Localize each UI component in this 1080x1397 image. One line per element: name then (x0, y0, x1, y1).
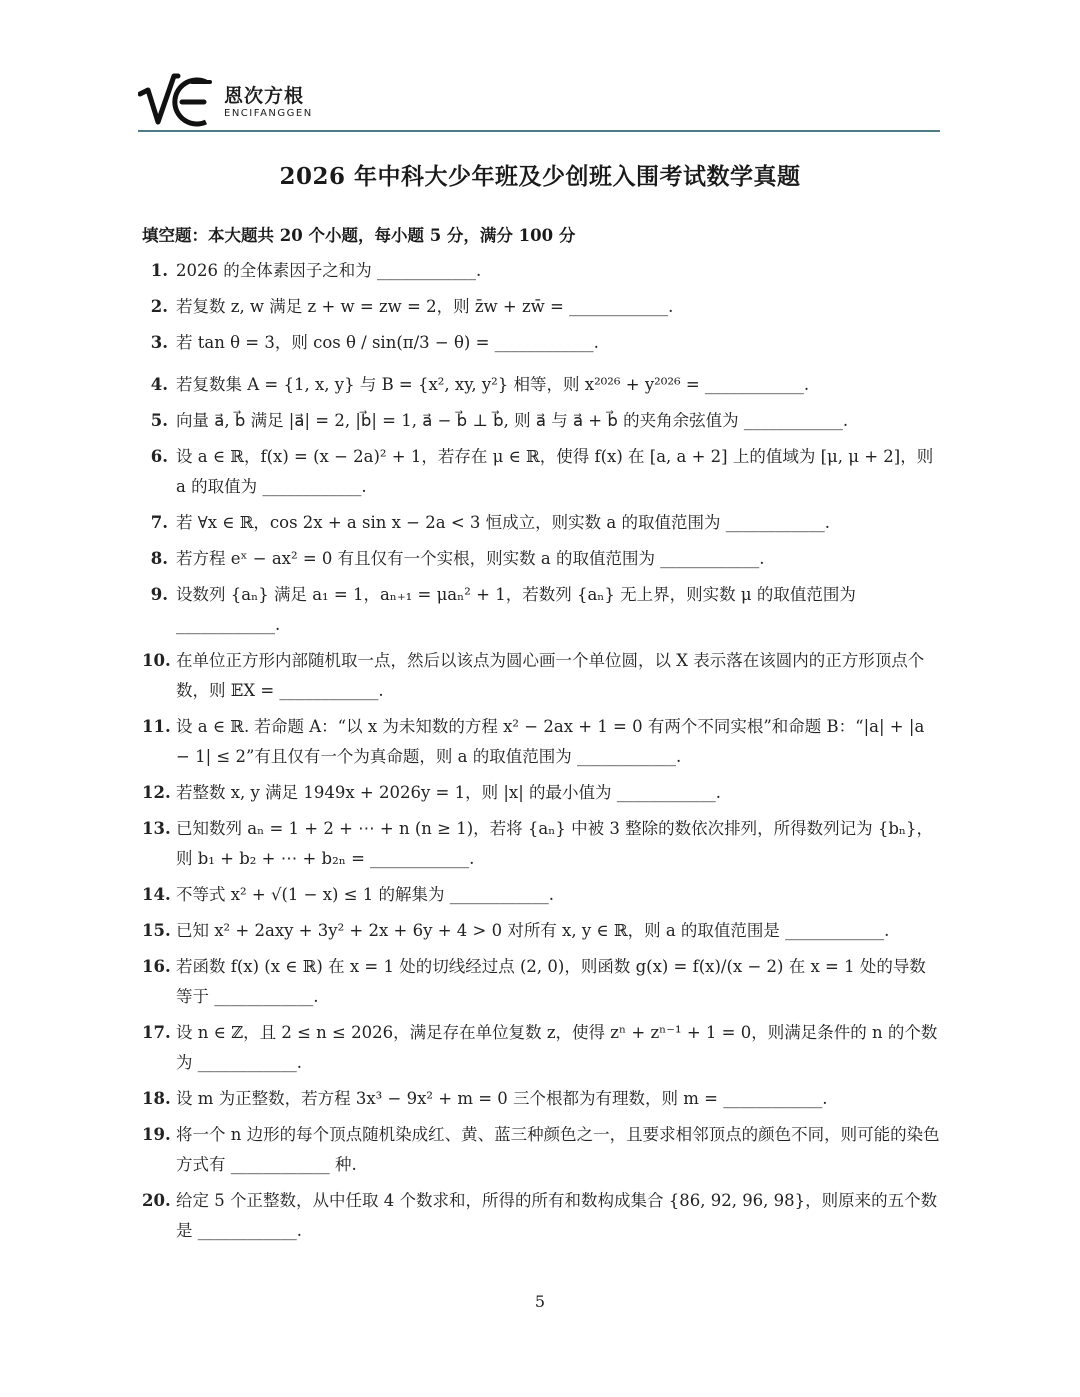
problem-text: 若 tan θ = 3，则 cos θ / sin(π/3 − θ) = ____________. (176, 333, 599, 352)
problem-text: 在单位正方形内部随机取一点，然后以该点为圆心画一个单位圆，以 X 表示落在该圆内的正方形顶点个数，则 𝔼X = ____________. (176, 651, 925, 700)
problem-number: 4. (150, 375, 168, 394)
problem-item (142, 442, 942, 502)
problem-number: 6. (150, 447, 168, 466)
problem-item (142, 1186, 942, 1246)
problem-item (142, 370, 942, 400)
logo-chinese-name: 恩次方根 (224, 84, 305, 107)
problem-number: 14. (142, 885, 171, 904)
problem-text: 已知数列 aₙ = 1 + 2 + ⋯ + n (n ≥ 1)，若将 {aₙ} 中被 3 整除的数依次排列，所得数列记为 {bₙ}，则 b₁ + b₂ + ⋯ + b₂ₙ = ____________. (176, 819, 934, 868)
page-title: 2026 年中科大少年班及少创班入围考试数学真题 (279, 163, 801, 190)
problem-number: 10. (142, 651, 171, 670)
problem-text: 2026 的全体素因子之和为 ____________. (176, 261, 482, 280)
problem-number: 1. (150, 261, 168, 280)
problem-text: 设 m 为正整数，若方程 3x³ − 9x² + m = 0 三个根都为有理数，则 m = ____________. (176, 1089, 828, 1108)
root-symbol-icon (138, 70, 218, 134)
problem-number: 16. (142, 957, 171, 976)
problem-item (142, 1120, 942, 1180)
problem-text: 若方程 eˣ − ax² = 0 有且仅有一个实根，则实数 a 的取值范围为 ____________. (176, 549, 765, 568)
problem-item (142, 508, 942, 538)
problem-item (142, 952, 942, 1012)
problem-text: 若复数 z, w 满足 z + w = zw = 2，则 z̄w + zw̄ = ____________. (176, 297, 674, 316)
problem-list (142, 256, 942, 1252)
problem-item (142, 580, 942, 640)
problem-text: 将一个 n 边形的每个顶点随机染成红、黄、蓝三种颜色之一，且要求相邻顶点的颜色不同，则可能的染色方式有 ____________ 种. (176, 1125, 940, 1174)
problem-number: 17. (142, 1023, 171, 1042)
section-heading: 填空题：本大题共 20 个小题，每小题 5 分，满分 100 分 (142, 226, 576, 245)
problem-text: 向量 a⃗, b⃗ 满足 |a⃗| = 2, |b⃗| = 1, a⃗ − b⃗ ⊥ b⃗, 则 a⃗ 与 a⃗ + b⃗ 的夹角余弦值为 ____________. (176, 411, 849, 430)
brand-logo (138, 70, 313, 134)
problem-item (142, 712, 942, 772)
problem-number: 3. (150, 333, 168, 352)
problem-number: 15. (142, 921, 171, 940)
problem-number: 20. (142, 1191, 171, 1210)
problem-number: 11. (142, 717, 171, 736)
problem-text: 已知 x² + 2axy + 3y² + 2x + 6y + 4 > 0 对所有 x, y ∈ ℝ，则 a 的取值范围是 ____________. (176, 921, 890, 940)
problem-number: 12. (142, 783, 171, 802)
problem-text: 若复数集 A = {1, x, y} 与 B = {x², xy, y²} 相等，则 x²⁰²⁶ + y²⁰²⁶ = ____________. (176, 375, 810, 394)
problem-item (142, 1018, 942, 1078)
header-divider (138, 130, 940, 132)
problem-text: 若整数 x, y 满足 1949x + 2026y = 1，则 |x| 的最小值为 ____________. (176, 783, 721, 802)
problem-item (142, 328, 942, 358)
problem-number: 7. (150, 513, 168, 532)
problem-number: 18. (142, 1089, 171, 1108)
problem-text: 设 a ∈ ℝ，f(x) = (x − 2a)² + 1，若存在 μ ∈ ℝ，使得 f(x) 在 [a, a + 2] 上的值域为 [μ, μ + 2]，则 a 的取值为 ____________. (176, 447, 934, 496)
problem-item (142, 1084, 942, 1114)
problem-number: 5. (150, 411, 168, 430)
problem-text: 不等式 x² + √(1 − x) ≤ 1 的解集为 ____________. (176, 885, 555, 904)
problem-number: 13. (142, 819, 171, 838)
problem-item (142, 916, 942, 946)
logo-english-name: ENCIFANGGEN (224, 107, 313, 119)
problem-text: 设 n ∈ ℤ，且 2 ≤ n ≤ 2026，满足存在单位复数 z，使得 zⁿ + zⁿ⁻¹ + 1 = 0，则满足条件的 n 的个数为 ____________. (176, 1023, 938, 1072)
problem-text: 设数列 {aₙ} 满足 a₁ = 1，aₙ₊₁ = μaₙ² + 1，若数列 {aₙ} 无上界，则实数 μ 的取值范围为 ____________. (176, 585, 856, 634)
problem-number: 9. (150, 585, 168, 604)
problem-item (142, 256, 942, 286)
problem-number: 19. (142, 1125, 171, 1144)
page-number: 5 (534, 1292, 546, 1311)
problem-text: 若函数 f(x) (x ∈ ℝ) 在 x = 1 处的切线经过点 (2, 0)，则函数 g(x) = f(x)/(x − 2) 在 x = 1 处的导数等于 ____________. (176, 957, 926, 1006)
problem-item (142, 778, 942, 808)
problem-item (142, 646, 942, 706)
problem-item (142, 544, 942, 574)
problem-text: 给定 5 个正整数，从中任取 4 个数求和，所得的所有和数构成集合 {86, 92, 96, 98}，则原来的五个数是 ____________. (176, 1191, 938, 1240)
problem-item (142, 814, 942, 874)
problem-text: 若 ∀x ∈ ℝ，cos 2x + a sin x − 2a < 3 恒成立，则实数 a 的取值范围为 ____________. (176, 513, 830, 532)
page-header (138, 62, 940, 132)
problem-item (142, 406, 942, 436)
problem-item (142, 880, 942, 910)
problem-item (142, 292, 942, 322)
problem-text: 设 a ∈ ℝ. 若命题 A：“以 x 为未知数的方程 x² − 2ax + 1 = 0 有两个不同实根”和命题 B：“|a| + |a − 1| ≤ 2”有且仅有一个为真命题，则 a 的取值范围为 ____________. (176, 717, 925, 766)
problem-number: 2. (150, 297, 168, 316)
problem-number: 8. (150, 549, 168, 568)
